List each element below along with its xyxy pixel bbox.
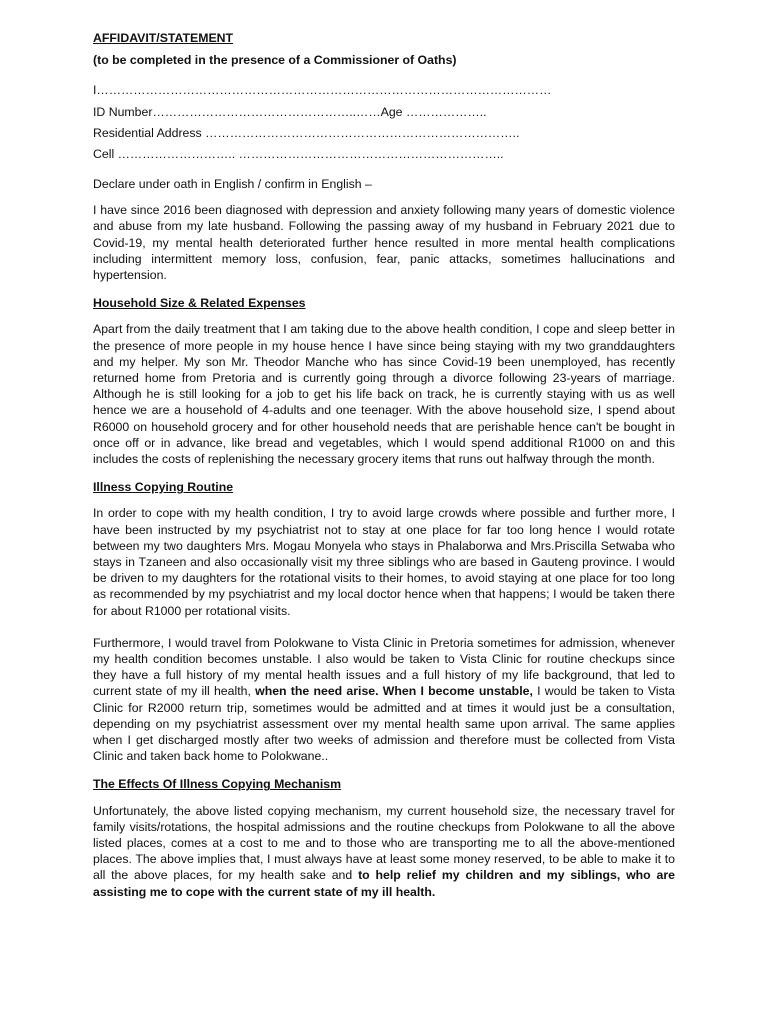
- id-age-row: [93, 104, 675, 120]
- effects-paragraph: [93, 803, 675, 900]
- travel-text-2: I would be taken to Vista Clinic for R2000 return trip, sometimes would be admitted and at times it would just be a consultation, depending on my psychiatrist assessment over my mental health same upon arrival. The same applies when I get discharged mostly after two weeks of admission and therefore must be collected from Vista Clinic and taken back home to Polokwane..: [93, 684, 675, 764]
- address-label: Residential Address: [93, 125, 202, 140]
- id-number-field[interactable]: …………………………………………..……: [152, 104, 381, 119]
- deponent-details: [93, 82, 675, 161]
- declaration-line: Declare under oath in English / confirm in English –: [93, 176, 372, 191]
- age-label: Age: [380, 104, 403, 119]
- intro-paragraph: I have since 2016 been diagnosed with depression and anxiety following many years of domestic violence and abuse from my late husband. Following the passing away of my husband in February 2021 due to Covid-19, my mental health deteriorated further hence resulted in more mental health complications including intermittent memory loss, confusion, fear, panic attacks, sometimes hallucinations and hypertension.: [93, 203, 675, 282]
- cell-field[interactable]: ……………………….. ………………………………………………………..: [114, 146, 504, 161]
- cell-label: Cell: [93, 146, 115, 161]
- document-title: AFFIDAVIT/STATEMENT: [93, 31, 234, 45]
- travel-bold-text: when the need arise. When I become unstable,: [255, 684, 533, 699]
- routine-paragraph: In order to cope with my health condition, I try to avoid large crowds where possible and further more, I have been instructed by my psychiatrist not to stay at one place for far too long hence I would rotate between my two daughters Mrs. Mogau Monyela who stays in Phalaborwa and Mrs.Priscilla Setwaba who stays in Tzaneen and also occasionally visit my three siblings who are based in Gauteng province. I would be driven to my daughters for the rotational visits to their homes, to avoid staying at one place for too long as recommended by my psychiatrist and my local doctor hence when that happens; I would be taken there for about R1000 per rotational visits.: [93, 506, 675, 618]
- travel-text-1: Furthermore, I would travel from Polokwane to Vista Clinic in Pretoria sometimes for admission, whenever my health condition becomes unstable. I also would be taken to Vista Clinic for routine checkups since they have a full history of my mental health issues and a full history of my life background, that led to current state of my ill health,: [93, 635, 675, 699]
- household-heading: Household Size & Related Expenses: [93, 296, 306, 311]
- address-row: [93, 125, 675, 141]
- affidavit-document: [93, 30, 675, 900]
- age-field[interactable]: ………………..: [402, 104, 487, 119]
- cell-row: [93, 146, 675, 162]
- effects-bold-text: to help relief my children and my siblings, who are assisting me to cope with the current state of my ill health.: [93, 868, 675, 899]
- id-number-label: ID Number: [93, 104, 153, 119]
- effects-text-1: Unfortunately, the above listed copying mechanism, my current household size, the necessary travel for family visits/rotations, the hospital admissions and the routine checkups from Polokwane to all the above listed places, comes at a cost to me and to those who are transporting me to all the above-mentioned places. The above implies that, I must always have at least some money reserved, to be able to make it to all the above places, for my health sake and: [93, 803, 675, 883]
- travel-paragraph: [93, 635, 675, 765]
- document-subtitle: (to be completed in the presence of a Commissioner of Oaths): [93, 53, 457, 68]
- name-field[interactable]: I…………………………………………………………………………………………………: [93, 83, 552, 98]
- effects-heading: The Effects Of Illness Copying Mechanism: [93, 777, 342, 792]
- household-paragraph: Apart from the daily treatment that I am taking due to the above health condition, I cope and sleep better in the presence of more people in my house hence I have since being staying with my two granddaughters and my helper. My son Mr. Theodor Manche who has since Covid-19 been unemployed, has recently returned home from Pretoria and is currently going through a divorce following 23-years of marriage. Although he is still looking for a job to get his life back on track, he is currently staying with us as well hence we are a household of 4-adults and one teenager. With the above household size, I spend about R6000 on household grocery and for other household needs that are perishable hence can't be bought in once off or in advance, like bread and vegetables, which I would spend additional R1000 on and this includes the costs of replenishing the necessary grocery items that runs out halfway through the month.: [93, 322, 675, 466]
- routine-heading: Illness Copying Routine: [93, 480, 234, 495]
- address-field[interactable]: …………………………………………………………………..: [201, 125, 520, 140]
